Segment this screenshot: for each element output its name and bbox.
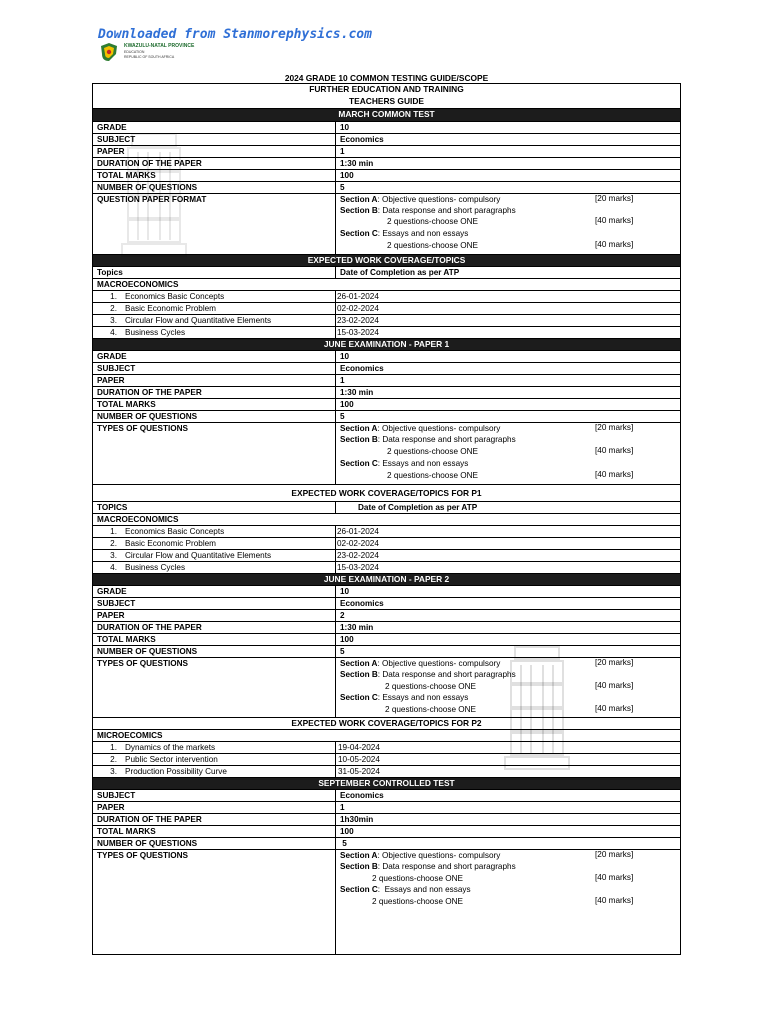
row-value: 100 — [340, 400, 354, 409]
column-divider — [335, 502, 336, 513]
topic-row — [93, 302, 680, 314]
column-divider — [335, 766, 336, 777]
section-heading-june-p1: JUNE EXAMINATION - PAPER 1 — [93, 338, 680, 350]
table-row — [93, 374, 680, 386]
row-value: 26-01-2024 — [337, 292, 379, 301]
row-label: GRADE — [97, 123, 127, 132]
column-divider — [335, 610, 336, 621]
topic-row — [93, 314, 680, 326]
row-value: 31-05-2024 — [338, 767, 380, 776]
row-label: TYPES OF QUESTIONS — [97, 851, 188, 860]
topic-row — [93, 765, 680, 777]
row-value: 1 — [340, 147, 345, 156]
topic-row — [93, 549, 680, 561]
coat-of-arms-icon — [98, 42, 120, 62]
column-divider — [335, 814, 336, 825]
format-line: Section C: Essays and non essays — [340, 885, 471, 894]
kzn-education-logo — [98, 42, 208, 64]
format-row — [93, 849, 680, 954]
row-label: MACROECONOMICS — [97, 515, 179, 524]
row-value: 02-02-2024 — [337, 304, 379, 313]
row-label: SUBJECT — [97, 791, 136, 800]
row-value: 1 — [340, 376, 345, 385]
row-value: 1 — [340, 803, 345, 812]
column-divider — [335, 742, 336, 753]
row-label: TOPICS — [97, 503, 128, 512]
topic-number: 4. — [110, 328, 117, 337]
logo-province-text: KWAZULU-NATAL PROVINCE — [124, 43, 195, 49]
table-row — [93, 266, 680, 278]
table-row — [93, 789, 680, 801]
row-label: 1. Economics Basic Concepts — [97, 291, 224, 302]
row-label: TYPES OF QUESTIONS — [97, 424, 188, 433]
topic-row — [93, 290, 680, 302]
topic-row — [93, 741, 680, 753]
marks-value: [40 marks] — [595, 446, 634, 455]
subtitle-fet: FURTHER EDUCATION AND TRAINING — [309, 84, 464, 94]
column-divider — [335, 526, 336, 537]
row-label: 4. Business Cycles — [97, 327, 185, 338]
row-value: 23-02-2024 — [337, 551, 379, 560]
row-value: 5 — [340, 412, 345, 421]
column-divider — [335, 182, 336, 193]
row-label: DURATION OF THE PAPER — [97, 159, 202, 168]
row-value: 100 — [340, 827, 354, 836]
marks-value: [20 marks] — [595, 194, 634, 203]
topic-number: 1. — [110, 743, 117, 752]
subtitle-teachers-guide: TEACHERS GUIDE — [349, 96, 424, 106]
marks-value: [40 marks] — [595, 216, 634, 225]
row-label: MICROECOMICS — [97, 731, 163, 740]
column-divider — [335, 194, 336, 254]
format-line: Section B: Data response and short paragraphs — [340, 862, 516, 871]
format-line: Section C: Essays and non essays — [340, 693, 469, 702]
row-value: 1:30 min — [340, 159, 374, 168]
topic-number: 1. — [110, 292, 117, 301]
column-divider — [335, 562, 336, 573]
table-row — [93, 825, 680, 837]
column-divider — [335, 754, 336, 765]
row-label: 2. Basic Economic Problem — [97, 303, 216, 314]
row-value: Economics — [340, 791, 384, 800]
table-row — [93, 585, 680, 597]
row-value: 100 — [340, 171, 354, 180]
section-heading-september: SEPTEMBER CONTROLLED TEST — [93, 777, 680, 789]
format-line: 2 questions-choose ONE — [385, 682, 477, 691]
marks-value: [20 marks] — [595, 658, 634, 667]
format-line: 2 questions-choose ONE — [387, 241, 479, 250]
row-label: TYPES OF QUESTIONS — [97, 659, 188, 668]
format-line: 2 questions-choose ONE — [385, 705, 477, 714]
topic-number: 3. — [110, 767, 117, 776]
marks-value: [20 marks] — [595, 850, 634, 859]
column-divider — [335, 170, 336, 181]
topic-row — [93, 561, 680, 573]
marks-value: [20 marks] — [595, 423, 634, 432]
format-line: 2 questions-choose ONE — [387, 471, 479, 480]
column-divider — [335, 838, 336, 849]
format-line: Section C: Essays and non essays — [340, 459, 469, 468]
row-value: 1:30 min — [340, 388, 374, 397]
row-label: NUMBER OF QUESTIONS — [97, 183, 198, 192]
topic-row — [93, 525, 680, 537]
row-label: 1. Dynamics of the markets — [97, 742, 215, 753]
row-label: TOTAL MARKS — [97, 635, 156, 644]
section-heading-march: MARCH COMMON TEST — [93, 108, 680, 121]
topic-number: 3. — [110, 551, 117, 560]
table-row — [93, 597, 680, 609]
table-row — [93, 813, 680, 825]
row-value: Economics — [340, 135, 384, 144]
row-value: Date of Completion as per ATP — [358, 503, 478, 512]
coverage-heading-p2: EXPECTED WORK COVERAGE/TOPICS FOR P2 — [93, 717, 680, 729]
marks-value: [40 marks] — [595, 896, 634, 905]
row-value: 5 — [340, 647, 345, 656]
row-label: SUBJECT — [97, 364, 136, 373]
row-label: NUMBER OF QUESTIONS — [97, 839, 198, 848]
format-line: 2 questions-choose ONE — [372, 874, 464, 883]
format-row — [93, 657, 680, 717]
row-value: 10 — [340, 352, 350, 361]
column-divider — [335, 538, 336, 549]
marks-value: [40 marks] — [595, 240, 634, 249]
row-value: 15-03-2024 — [337, 563, 379, 572]
column-divider — [335, 327, 336, 338]
row-label: 4. Business Cycles — [97, 562, 185, 573]
column-divider — [335, 363, 336, 374]
column-divider — [335, 598, 336, 609]
row-value: Economics — [340, 364, 384, 373]
column-divider — [335, 158, 336, 169]
row-label: 1. Economics Basic Concepts — [97, 526, 224, 537]
column-divider — [335, 351, 336, 362]
row-label: DURATION OF THE PAPER — [97, 388, 202, 397]
row-label: PAPER — [97, 803, 125, 812]
topic-number: 2. — [110, 539, 117, 548]
row-label: 3. Circular Flow and Quantitative Elements — [97, 315, 271, 326]
row-value: 100 — [340, 635, 354, 644]
row-label: SUBJECT — [97, 599, 136, 608]
column-divider — [335, 303, 336, 314]
row-label: NUMBER OF QUESTIONS — [97, 647, 198, 656]
format-line: Section A: Objective questions- compulsory — [340, 659, 501, 668]
topic-row — [93, 537, 680, 549]
column-divider — [335, 134, 336, 145]
marks-value: [40 marks] — [595, 873, 634, 882]
row-value: 5 — [340, 839, 347, 848]
download-source-link[interactable]: Downloaded from Stanmorephysics.com — [98, 27, 372, 42]
column-divider — [335, 586, 336, 597]
row-value: 1h30min — [340, 815, 374, 824]
table-row — [93, 410, 680, 422]
date-label: Date of Completion as per ATP — [340, 268, 460, 277]
table-row — [93, 837, 680, 849]
column-divider — [335, 622, 336, 633]
row-label: GRADE — [97, 352, 127, 361]
table-row — [93, 729, 680, 741]
table-row — [93, 278, 680, 290]
row-value: 26-01-2024 — [337, 527, 379, 536]
row-value: 5 — [340, 183, 345, 192]
row-label: DURATION OF THE PAPER — [97, 623, 202, 632]
row-value: 15-03-2024 — [337, 328, 379, 337]
table-row — [93, 621, 680, 633]
topic-number: 2. — [110, 304, 117, 313]
format-line: Section A: Objective questions- compulsory — [340, 424, 501, 433]
column-divider — [335, 291, 336, 302]
row-label: TOTAL MARKS — [97, 827, 156, 836]
column-divider — [335, 658, 336, 717]
column-divider — [335, 634, 336, 645]
row-label: PAPER — [97, 147, 125, 156]
column-divider — [335, 790, 336, 801]
format-line: 2 questions-choose ONE — [387, 447, 479, 456]
topic-row — [93, 753, 680, 765]
marks-value: [40 marks] — [595, 704, 634, 713]
row-label: 3. Production Possibility Curve — [97, 766, 227, 777]
marks-value: [40 marks] — [595, 681, 634, 690]
format-line: Section A: Objective questions- compulsory — [340, 851, 501, 860]
row-label: 2. Public Sector intervention — [97, 754, 218, 765]
topic-number: 4. — [110, 563, 117, 572]
topic-number: 2. — [110, 755, 117, 764]
topic-number: 1. — [110, 527, 117, 536]
row-label: SUBJECT — [97, 135, 136, 144]
table-row — [93, 398, 680, 410]
row-value: 19-04-2024 — [338, 743, 380, 752]
table-row — [93, 513, 680, 525]
column-divider — [335, 850, 336, 954]
watermark-tower-icon — [500, 643, 574, 773]
row-value: 10-05-2024 — [338, 755, 380, 764]
row-label: TOTAL MARKS — [97, 400, 156, 409]
table-row — [93, 501, 680, 513]
format-line: Section A: Objective questions- compulsory — [340, 195, 501, 204]
coverage-heading-p1: EXPECTED WORK COVERAGE/TOPICS FOR P1 — [93, 484, 680, 501]
format-line: Section B: Data response and short paragraphs — [340, 435, 516, 444]
topic-number: 3. — [110, 316, 117, 325]
row-label: QUESTION PAPER FORMAT — [97, 195, 207, 204]
row-label: DURATION OF THE PAPER — [97, 815, 202, 824]
row-value: 10 — [340, 123, 350, 132]
column-divider — [335, 826, 336, 837]
format-line: Section B: Data response and short paragraphs — [340, 206, 516, 215]
row-value: 23-02-2024 — [337, 316, 379, 325]
watermark-tower-icon — [118, 130, 190, 260]
column-divider — [335, 267, 336, 278]
row-label: 3. Circular Flow and Quantitative Elements — [97, 550, 271, 561]
row-label: GRADE — [97, 587, 127, 596]
table-row — [93, 633, 680, 645]
section-heading-june-p2: JUNE EXAMINATION - PAPER 2 — [93, 573, 680, 585]
table-row — [93, 362, 680, 374]
row-label: PAPER — [97, 611, 125, 620]
column-divider — [335, 122, 336, 133]
format-line: Section C: Essays and non essays — [340, 229, 469, 238]
column-divider — [335, 399, 336, 410]
row-value: 2 — [340, 611, 345, 620]
column-divider — [335, 646, 336, 657]
column-divider — [335, 387, 336, 398]
table-row — [93, 645, 680, 657]
format-line: 2 questions-choose ONE — [372, 897, 464, 906]
column-divider — [335, 375, 336, 386]
format-line: 2 questions-choose ONE — [387, 217, 479, 226]
row-label: NUMBER OF QUESTIONS — [97, 412, 198, 421]
column-divider — [335, 550, 336, 561]
format-line: Section B: Data response and short paragraphs — [340, 670, 516, 679]
marks-value: [40 marks] — [595, 470, 634, 479]
logo-dept-text: EDUCATION — [124, 50, 145, 54]
document-title: 2024 GRADE 10 COMMON TESTING GUIDE/SCOPE — [284, 73, 489, 83]
table-row — [93, 350, 680, 362]
coverage-heading-march: EXPECTED WORK COVERAGE/TOPICS — [93, 254, 680, 266]
column-divider — [335, 315, 336, 326]
column-divider — [335, 802, 336, 813]
format-row — [93, 422, 680, 484]
logo-country-text: REPUBLIC OF SOUTH AFRICA — [124, 55, 175, 59]
row-value: 1:30 min — [340, 623, 374, 632]
area-label: MACROECONOMICS — [97, 280, 179, 289]
topics-label: Topics — [97, 268, 123, 277]
row-label: TOTAL MARKS — [97, 171, 156, 180]
table-row — [93, 801, 680, 813]
column-divider — [335, 423, 336, 484]
row-value: Economics — [340, 599, 384, 608]
row-label: PAPER — [97, 376, 125, 385]
row-value: 10 — [340, 587, 350, 596]
column-divider — [335, 146, 336, 157]
row-value: 02-02-2024 — [337, 539, 379, 548]
table-row — [93, 386, 680, 398]
topic-row — [93, 326, 680, 338]
table-row — [93, 609, 680, 621]
row-label: 2. Basic Economic Problem — [97, 538, 216, 549]
column-divider — [335, 411, 336, 422]
